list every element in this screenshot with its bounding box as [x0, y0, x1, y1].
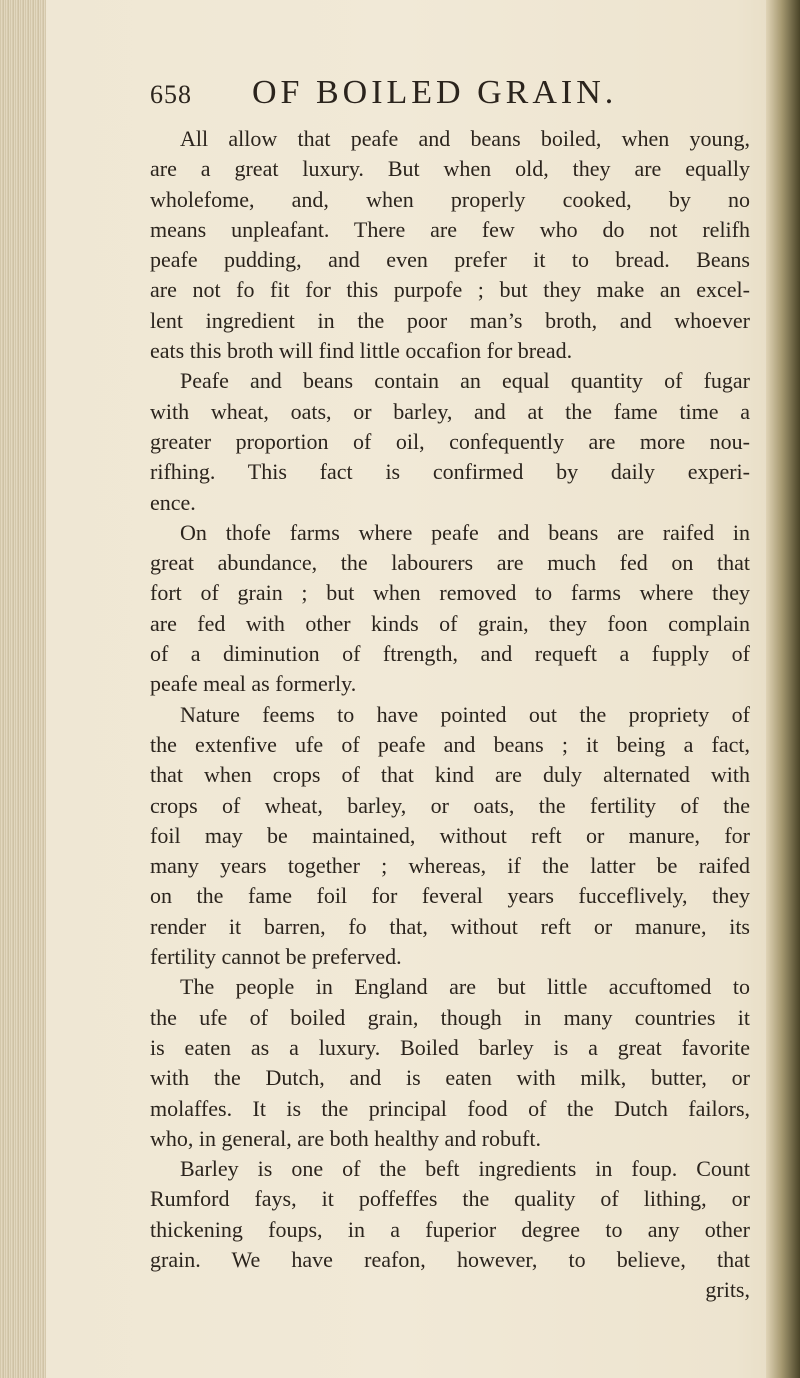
catchword: grits, — [705, 1277, 750, 1303]
text-line: fertility cannot be preferved. — [150, 944, 402, 970]
text-line: of a diminution of ftrength, and requeft a fupply of — [150, 641, 750, 667]
text-line: wholefome, and, when properly cooked, by no — [150, 186, 750, 212]
running-head — [150, 74, 750, 118]
text-line: means unpleafant. There are few who do not relifh — [150, 216, 750, 242]
binding-edge — [0, 0, 46, 1378]
text-line: peafe meal as formerly. — [150, 671, 357, 697]
body-text — [150, 124, 750, 1306]
text-line: On thofe farms where peafe and beans are raifed in — [180, 519, 750, 545]
text-line: grain. We have reafon, however, to believe, that — [150, 1246, 750, 1272]
text-line: Barley is one of the beft ingredients in foup. Count — [180, 1156, 750, 1182]
text-line: the ufe of boiled grain, though in many countries it — [150, 1004, 750, 1030]
text-line: foil may be maintained, without reft or manure, for — [150, 822, 750, 848]
text-line: is eaten as a luxury. Boiled barley is a great favorite — [150, 1034, 750, 1060]
text-line: peafe pudding, and even prefer it to bread. Beans — [150, 247, 750, 273]
text-line: are fed with other kinds of grain, they foon complain — [150, 610, 750, 636]
text-line: with wheat, oats, or barley, and at the fame time a — [150, 398, 750, 424]
text-line: Nature feems to have pointed out the propriety of — [180, 701, 750, 727]
text-line: greater proportion of oil, confequently are more nou- — [150, 428, 750, 454]
text-line: rifhing. This fact is confirmed by daily experi- — [150, 459, 750, 485]
text-line: on the fame foil for feveral years fucceflively, they — [150, 883, 750, 909]
text-line: the extenfive ufe of peafe and beans ; it being a fact, — [150, 731, 750, 757]
text-line: are not fo fit for this purpofe ; but they make an excel- — [150, 277, 750, 303]
text-line: crops of wheat, barley, or oats, the fertility of the — [150, 792, 750, 818]
text-line: All allow that peafe and beans boiled, when young, — [180, 126, 750, 151]
text-line: lent ingredient in the poor man’s broth, and whoever — [150, 307, 750, 333]
text-line: with the Dutch, and is eaten with milk, butter, or — [150, 1065, 750, 1091]
text-line: ence. — [150, 489, 196, 515]
text-line: molaffes. It is the principal food of the Dutch failors, — [150, 1095, 750, 1121]
text-line: great abundance, the labourers are much fed on that — [150, 550, 750, 576]
text-line: eats this broth will find little occafion for bread. — [150, 338, 573, 364]
page-number: 658 — [150, 80, 192, 109]
text-line: many years together ; whereas, if the latter be raifed — [150, 853, 750, 879]
page-edge-shadow — [766, 0, 800, 1378]
text-line: Peafe and beans contain an equal quantity of fugar — [180, 368, 750, 394]
page-title: OF BOILED GRAIN. — [252, 74, 618, 111]
text-line: thickening foups, in a fuperior degree to any other — [150, 1216, 750, 1242]
text-line: Rumford fays, it poffeffes the quality of lithing, or — [150, 1186, 750, 1212]
text-line: who, in general, are both healthy and robuft. — [150, 1125, 541, 1151]
text-line: are a great luxury. But when old, they are equally — [150, 156, 750, 182]
text-line: render it barren, fo that, without reft or manure, its — [150, 913, 750, 939]
text-line: The people in England are but little accuftomed to — [180, 974, 750, 1000]
text-line: that when crops of that kind are duly alternated with — [150, 762, 750, 788]
text-line: fort of grain ; but when removed to farms where they — [150, 580, 750, 606]
